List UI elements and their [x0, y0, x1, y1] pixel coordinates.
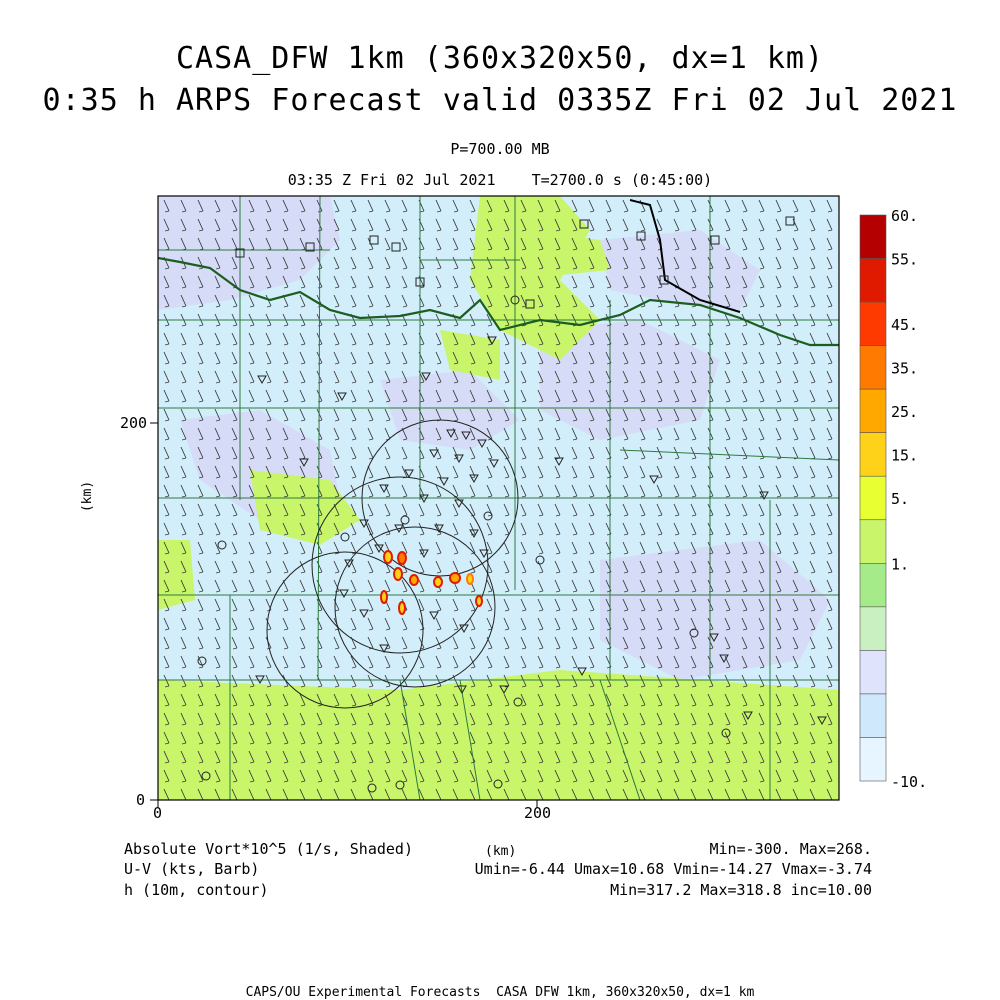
- y-tick-200: 200: [120, 414, 148, 432]
- colorbar-label: 35.: [891, 359, 919, 378]
- colorbar-label: 60.: [891, 207, 919, 225]
- colorbar-label: 15.: [891, 446, 919, 465]
- valid-time-label: 03:35 Z Fri 02 Jul 2021 T=2700.0 s (0:45:00): [287, 171, 713, 189]
- colorbar-swatch: [860, 520, 886, 564]
- colorbar-swatch: [860, 694, 886, 738]
- colorbar-label: 5.: [891, 490, 910, 508]
- y-axis-unit: (km): [80, 480, 96, 513]
- colorbar-swatch: [860, 476, 886, 520]
- colorbar-label: 45.: [891, 315, 919, 334]
- x-axis-unit: (km): [485, 844, 517, 859]
- y-tick-0: 0: [136, 791, 146, 809]
- colorbar-labels: [891, 207, 927, 791]
- field3-range: Min=317.2 Max=318.8 inc=10.00: [610, 881, 872, 899]
- forecast-valid-title: 0:35 h ARPS Forecast valid 0335Z Fri 02 Jul 2021: [42, 83, 958, 118]
- colorbar-label: 25.: [891, 402, 919, 421]
- field3-label: h (10m, contour): [124, 881, 269, 899]
- colorbar-swatch: [860, 259, 886, 303]
- colorbar-swatch: [860, 346, 886, 390]
- main-title: CASA_DFW 1km (360x320x50, dx=1 km): [175, 41, 825, 76]
- map-plot-area: [158, 196, 839, 800]
- colorbar-label: 55.: [891, 250, 919, 269]
- colorbar-swatch: [860, 389, 886, 433]
- footer-credit: CAPS/OU Experimental Forecasts CASA DFW 1km, 360x320x50, dx=1 km: [245, 985, 755, 1000]
- colorbar: [860, 215, 886, 781]
- x-tick-0: 0: [153, 804, 163, 822]
- colorbar-swatch: [860, 563, 886, 607]
- colorbar-label: 1.: [891, 555, 910, 574]
- field2-label: U-V (kts, Barb): [124, 860, 260, 878]
- colorbar-label: -10.: [891, 773, 928, 791]
- colorbar-swatch: [860, 650, 886, 694]
- x-tick-200: 200: [524, 804, 552, 822]
- colorbar-swatch: [860, 433, 886, 477]
- colorbar-swatch: [860, 215, 886, 259]
- pressure-level-label: P=700.00 MB: [450, 140, 550, 158]
- colorbar-swatch: [860, 302, 886, 346]
- field1-range: Min=-300. Max=268.: [709, 840, 872, 858]
- colorbar-swatch: [860, 607, 886, 651]
- field1-label: Absolute Vort*10^5 (1/s, Shaded): [124, 840, 413, 858]
- colorbar-swatch: [860, 737, 886, 781]
- field2-range: Umin=-6.44 Umax=10.68 Vmin=-14.27 Vmax=-3.74: [474, 860, 872, 878]
